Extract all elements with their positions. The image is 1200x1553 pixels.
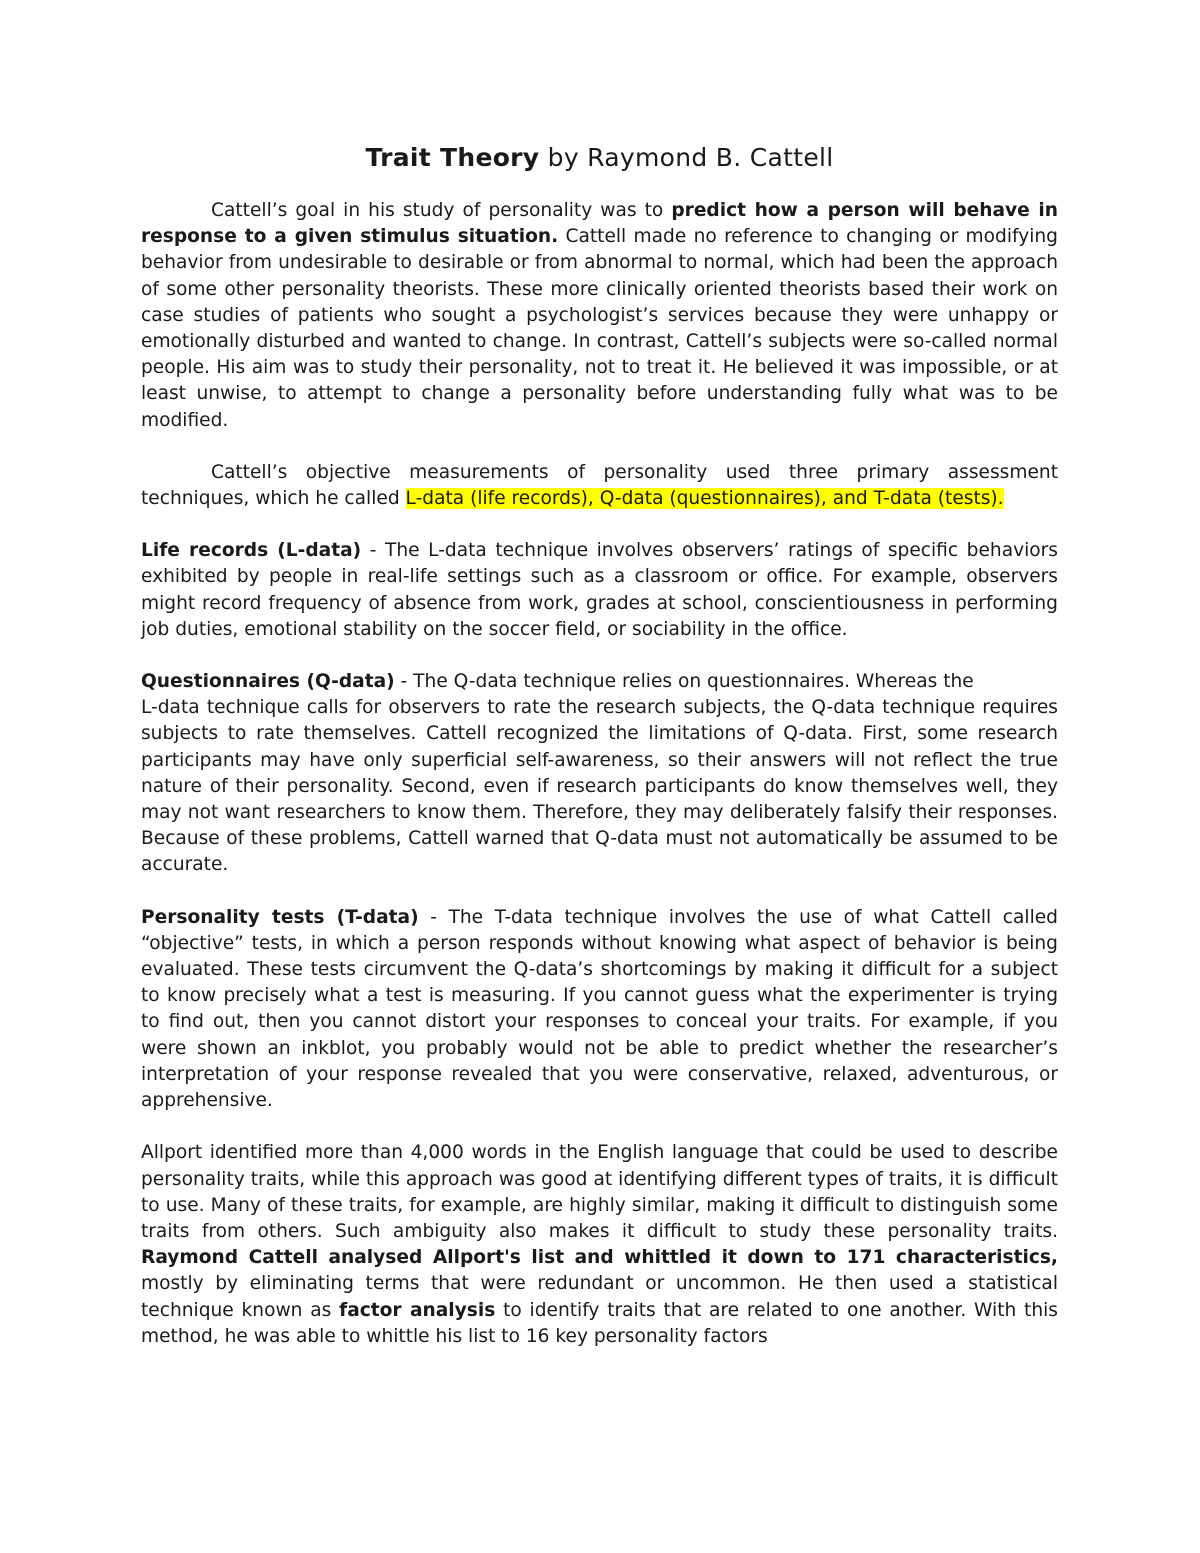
p3-heading: Life records (L-data) [141,540,362,562]
paragraph-personality-tests [141,905,1058,1115]
p4-text-2: L-data technique calls for observers to rate the research subjects, the Q-data technique requires subjects to rate themselves. Cattell recognized the limitations of Q-data. First, some research participants may have only superficial self-awareness, so their answers will not reflect the true nature of their personality. Second, even if research participants do know themselves well, they may not want researchers to know them. Therefore, they may deliberately falsify their responses. Because of these problems, Cattell warned that Q-data must not automatically be assumed to be accurate. [141,697,1058,876]
paragraph-measurements [141,460,1058,512]
p1-text-1: Cattell’s goal in his study of personality was to [211,200,672,221]
p3-text-1: - The L-data technique involves observers’ ratings of specific behaviors exhibited by people in real-life settings such as a classroom or office. For example, observers might record frequency of absence from work, grades at school, conscientiousness in performing job duties, emotional stability on the soccer field, or sociability in the office. [141,540,1058,640]
p6-text-1: Allport identified more than 4,000 words in the English language that could be used to describe personality traits, while this approach was good at identifying different types of traits, it is difficult to use. Many of these traits, for example, are highly similar, making it difficult to distinguish some traits from others. Such ambiguity also makes it difficult to study these personality traits. [141,1142,1058,1242]
document-title [141,140,1058,176]
p5-heading: Personality tests (T-data) [141,906,419,928]
p4-text-1: - The Q-data technique relies on questionnaires. Whereas the [394,671,974,693]
title-rest: by Raymond B. Cattell [539,143,834,172]
p1-bold-1: predict how a person will behave in response to a given stimulus situation. [141,200,1058,248]
paragraph-goal [141,198,1058,434]
p5-text-1: - The T-data technique involves the use of what Cattell called “objective” tests, in which a person responds without knowing what aspect of behavior is being evaluated. These tests circumvent the Q-data’s shortcomings by making it difficult for a subject to know precisely what a test is measuring. If you cannot guess what the experimenter is trying to find out, then you cannot distort your responses to conceal your traits. For example, if you were shown an inkblot, you probably would not be able to predict whether the researcher’s interpretation of your response revealed that you were conservative, relaxed, adventurous, or apprehensive. [141,906,1058,1112]
p6-text-2: mostly by eliminating terms that were redundant or uncommon. He then used a statistical technique known as [141,1273,1058,1321]
paragraph-questionnaires [141,669,1058,879]
p6-text-3: to identify traits that are related to one another. With this method, he was able to whittle his list to 16 key personality factors [141,1299,1058,1347]
paragraph-life-records [141,538,1058,643]
p1-text-2: Cattell made no reference to changing or modifying behavior from undesirable to desirable or from abnormal to normal, which had been the approach of some other personality theorists. These more clinically oriented theorists based their work on case studies of patients who sought a psychologist’s services because they were unhappy or emotionally disturbed and wanted to change. In contrast, Cattell’s subjects were so-called normal people. His aim was to study their personality, not to treat it. He believed it was impossible, or at least unwise, to attempt to change a personality before understanding fully what was to be modified. [141,226,1058,431]
p2-highlight: L-data (life records), Q-data (questionnaires), and T-data (tests). [405,488,1004,510]
p6-bold-2: factor analysis [339,1299,496,1321]
p2-text-1: Cattell’s objective measurements of personality used three primary assessment techniques, which he called [141,461,1058,510]
p4-heading: Questionnaires (Q-data) [141,671,395,693]
document-page [141,140,1058,1376]
paragraph-allport [141,1140,1058,1350]
p6-bold-1: Raymond Cattell analysed Allport's list and whittled it down to 171 characteristics, [141,1247,1058,1269]
title-bold: Trait Theory [365,143,540,172]
